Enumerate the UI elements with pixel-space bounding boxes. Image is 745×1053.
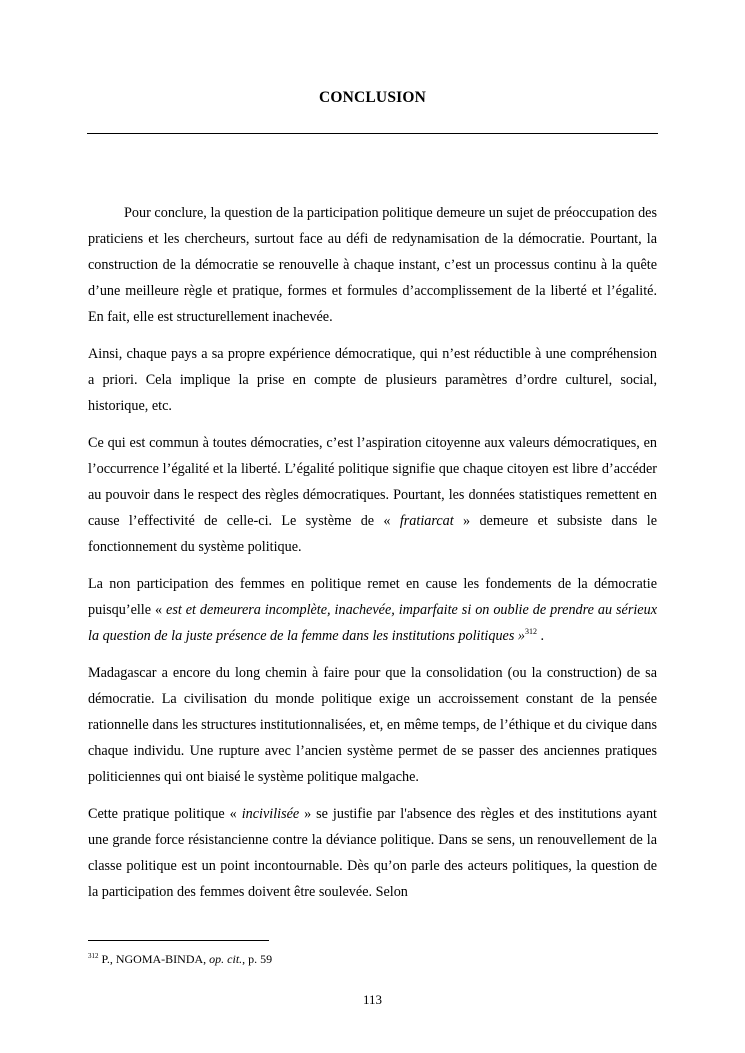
footnote: $^{312}$ P., NGOMA-BINDA, op. cit., p. 59 [88, 952, 273, 966]
emphasis-incivilisee: incivilisée [241, 806, 300, 822]
paragraph-2: Ainsi, chaque pays a sa propre expérience démocratique, qui n’est réductible à une compréhension a priori. Cela implique la prise en compte de plusieurs paramètres d’ordre culturel, social, historique, etc. [88, 346, 657, 414]
paragraph-3: Ce qui est commun à toutes démocraties, c’est l’aspiration citoyenne aux valeurs démocratiques, en l’occurrence l’égalité et la liberté. L’égalité politique signifie que chaque citoyen est libre d’accéder au pouvoir dans le respect des règles démocratiques. Pourtant, les données statistiques remettent en cause l’effectivité de celle-ci. Le système de « fratiarcat » demeure et subsiste dans le fonctionnement du système politique. [88, 435, 657, 555]
paragraph-1: Pour conclure, la question de la participation politique demeure un sujet de préoccupation des praticiens et les chercheurs, surtout face au défi de redynamisation de la démocratie. Pourtant, la construction de la démocratie se renouvelle à chaque instant, c’est un processus continu à la quête d’une meilleure règle et pratique, formes et formules d’accomplissement de la liberté et l’égalité. En fait, elle est structurellement inachevée. [88, 205, 657, 325]
body-text [88, 200, 657, 916]
title-underline [87, 133, 658, 134]
footnote-separator [88, 940, 269, 941]
paragraph-5: Madagascar a encore du long chemin à faire pour que la consolidation (ou la construction) de sa démocratie. La civilisation du monde politique exige un accroissement constant de la pensée rationnelle dans les structures institutionnalisées, et, en même temps, de l’éthique et du civique dans chaque individu. Une rupture avec l’ancien système permet de se passer des anciennes pratiques politiciennes qui ont biaisé le système politique malgache. [88, 665, 657, 785]
footnote-reference[interactable]: 312 [525, 627, 537, 636]
page-number: 113 [362, 992, 383, 1007]
page-title: CONCLUSION [318, 89, 427, 106]
paragraph-6: Cette pratique politique « incivilisée » se justifie par l'absence des règles et des institutions ayant une grande force résistancienne contre la déviance politique. Dans se sens, un renouvellement de la classe politique est un point incontournable. Dès qu’on parle des acteurs politiques, la question de la participation des femmes doivent être soulevée. Selon [88, 806, 657, 900]
quotation: est et demeurera incomplète, inachevée, imparfaite si on oublie de prendre au sérieux la question de la juste présence de la femme dans les institutions politiques [88, 602, 657, 644]
emphasis-fratiarcat: fratiarcat [399, 513, 454, 529]
footnote-number: 312 [88, 952, 99, 960]
paragraph-4: La non participation des femmes en politique remet en cause les fondements de la démocratie puisqu’elle « est et demeurera incomplète, inachevée, imparfaite si on oublie de prendre au sérieux la question de la juste présence de la femme dans les institutions politiques »$^{312}$ . [88, 576, 657, 644]
